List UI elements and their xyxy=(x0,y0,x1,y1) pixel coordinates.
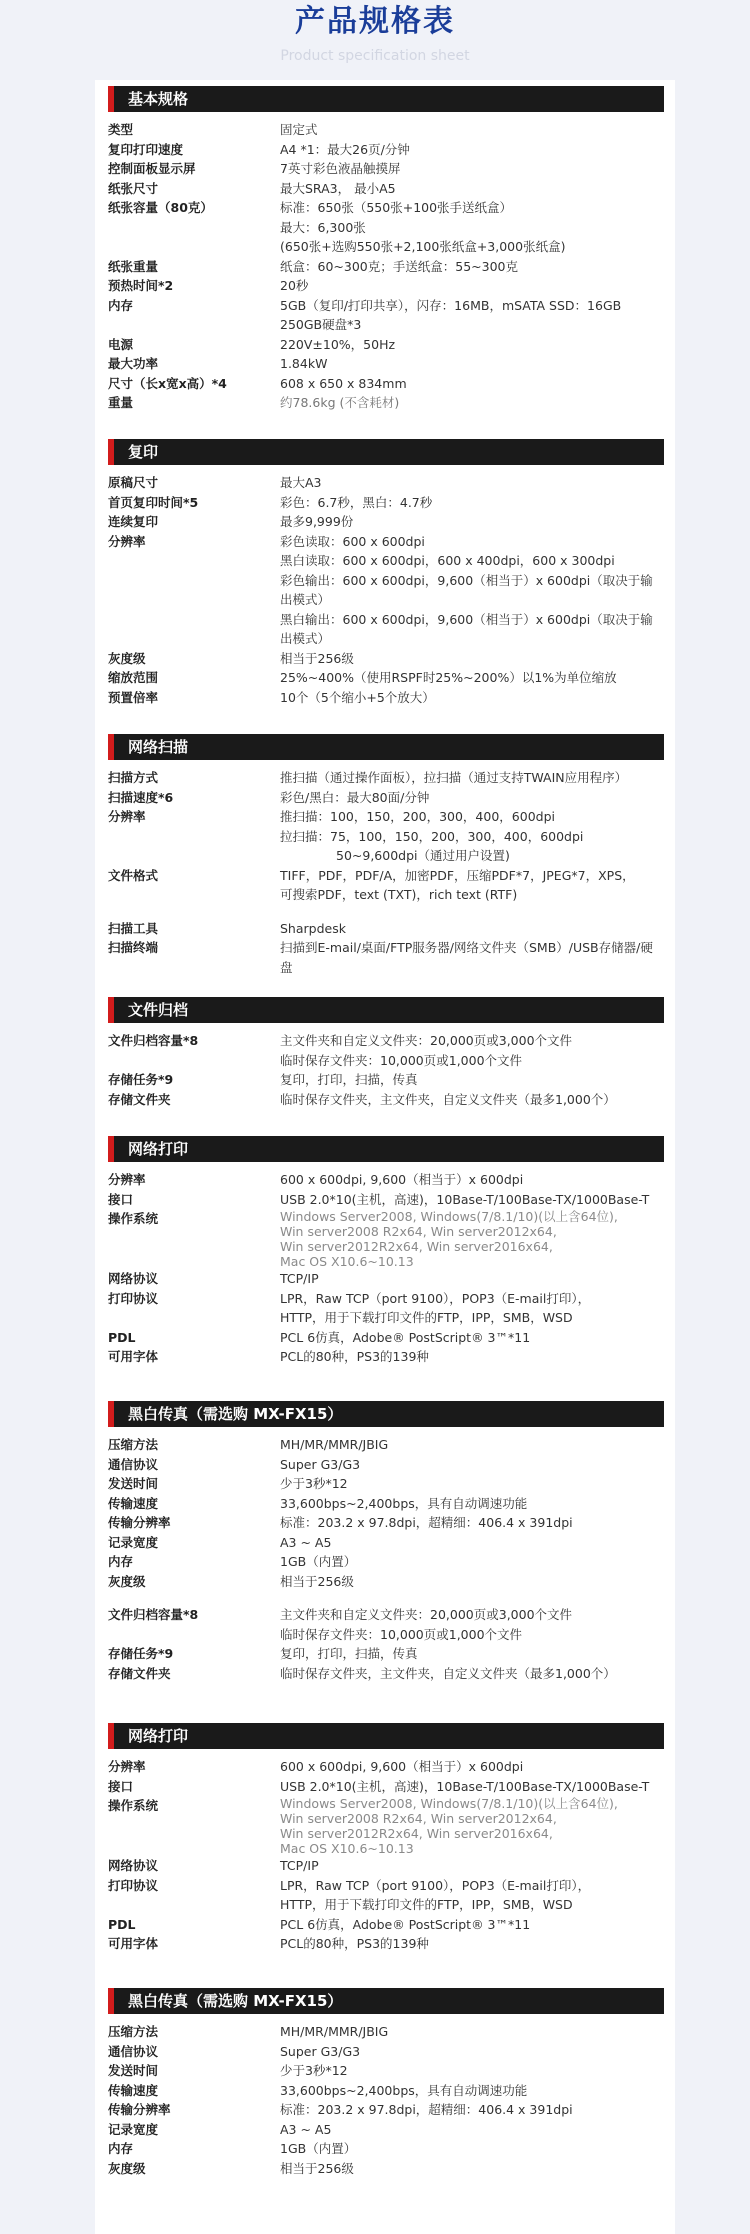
spec-row xyxy=(108,257,664,277)
spec-label: 传输速度 xyxy=(108,1495,159,1511)
spec-label: 接口 xyxy=(108,1191,134,1207)
spec-label: PDL xyxy=(108,1916,136,1932)
spec-label: 纸张重量 xyxy=(108,258,159,274)
spec-value: 彩色读取：600 x 600dpi 黑白读取：600 x 600dpi，600 x 400dpi，600 x 300dpi 彩色输出：600 x 600dpi，9,600（相当于）x 600dpi（取决于输出模式） 黑白输出：600 x 600dpi，9,600（相当于）x 600dpi（取决于输出模式） xyxy=(280,533,653,646)
spec-label: 传输分辨率 xyxy=(108,1515,171,1530)
spec-row xyxy=(108,493,664,513)
section-accent-bar xyxy=(108,734,114,760)
spec-row xyxy=(108,1757,664,1777)
spec-row xyxy=(108,1533,664,1553)
spec-label: 电源 xyxy=(108,336,134,352)
spec-row xyxy=(108,1644,664,1664)
spec-row xyxy=(108,374,664,394)
spec-value: USB 2.0*10(主机，高速)，10Base-T/100Base-TX/1000Base-T xyxy=(280,1191,650,1207)
section-title: 基本规格 xyxy=(128,90,189,108)
spec-value: PCL的80种，PS3的139种 xyxy=(280,1349,429,1364)
spec-row xyxy=(108,1209,664,1269)
spec-row xyxy=(108,2139,664,2159)
spec-row xyxy=(108,1915,664,1935)
spec-value: 临时保存文件夹，主文件夹，自定义文件夹（最多1,000个） xyxy=(280,1091,616,1107)
spec-row xyxy=(108,938,664,977)
spec-row xyxy=(108,1856,664,1876)
spec-label: 可用字体 xyxy=(108,1349,159,1364)
spec-label: 文件格式 xyxy=(108,867,159,883)
spec-label: 传输分辨率 xyxy=(108,2102,171,2117)
section-header xyxy=(108,1723,664,1749)
spec-row xyxy=(108,159,664,179)
spec-value: 33,600bps~2,400bps，具有自动调速功能 xyxy=(280,1495,528,1511)
spec-value: 1GB（内置） xyxy=(280,2141,357,2156)
spec-label: 预置倍率 xyxy=(108,689,159,705)
spec-row xyxy=(108,2061,664,2081)
spec-value: 1GB（内置） xyxy=(280,1554,357,1569)
spec-label: 分辨率 xyxy=(108,809,146,824)
spec-row xyxy=(108,2100,664,2120)
spec-label: 连续复印 xyxy=(108,514,159,529)
section-accent-bar xyxy=(108,1401,114,1427)
spec-label: 操作系统 xyxy=(108,1211,159,1226)
spec-label: 重量 xyxy=(108,395,134,410)
spec-value: 标准：203.2 x 97.8dpi，超精细：406.4 x 391dpi xyxy=(280,1515,573,1530)
spec-label: 文件归档容量*8 xyxy=(108,1033,199,1048)
spec-value: 600 x 600dpi, 9,600（相当于）x 600dpi xyxy=(280,1172,524,1187)
spec-value: A4 *1：最大26页/分钟 xyxy=(280,141,410,157)
spec-value: LPR，Raw TCP（port 9100），POP3（E-mail打印）， HTTP，用于下载打印文件的FTP，IPP，SMB，WSD xyxy=(280,1290,591,1325)
section-basic xyxy=(108,86,664,413)
spec-label: 分辨率 xyxy=(108,533,146,549)
spec-row xyxy=(108,1170,664,1190)
spec-value: 临时保存文件夹，主文件夹，自定义文件夹（最多1,000个） xyxy=(280,1665,616,1681)
spec-row xyxy=(108,866,664,905)
spec-row xyxy=(108,354,664,374)
spec-label: 打印协议 xyxy=(108,1877,159,1893)
spec-label: 首页复印时间*5 xyxy=(108,494,199,510)
section-copy xyxy=(108,439,664,707)
spec-value: 彩色/黑白：最大80面/分钟 xyxy=(280,789,430,805)
spec-label: 缩放范围 xyxy=(108,670,159,685)
section-header xyxy=(108,997,664,1023)
section-header xyxy=(108,1401,664,1427)
spec-label: 文件归档容量*8 xyxy=(108,1607,199,1622)
spec-row xyxy=(108,1934,664,1954)
spec-value: 33,600bps~2,400bps，具有自动调速功能 xyxy=(280,2082,528,2098)
spec-row xyxy=(108,1664,664,1684)
spec-label: 复印打印速度 xyxy=(108,141,184,157)
spec-label: 存储任务*9 xyxy=(108,1072,174,1087)
spec-row xyxy=(108,649,664,669)
spec-row xyxy=(108,140,664,160)
spec-value: 扫描到E-mail/桌面/FTP服务器/网络文件夹（SMB）/USB存储器/硬盘 xyxy=(280,940,653,975)
spec-row xyxy=(108,1070,664,1090)
spec-value: 复印，打印，扫描，传真 xyxy=(280,1646,418,1661)
spec-value: 最大SRA3， 最小A5 xyxy=(280,180,396,196)
spec-row xyxy=(108,198,664,257)
section-title: 复印 xyxy=(128,443,159,461)
spec-label: 扫描方式 xyxy=(108,770,159,785)
section-filing xyxy=(108,997,664,1109)
spec-value: 600 x 600dpi, 9,600（相当于）x 600dpi xyxy=(280,1759,524,1774)
spec-label: 压缩方法 xyxy=(108,1437,159,1452)
spec-label: 扫描速度*6 xyxy=(108,789,174,805)
spec-label: 可用字体 xyxy=(108,1936,159,1951)
spec-value: Super G3/G3 xyxy=(280,1456,361,1472)
section-accent-bar xyxy=(108,1988,114,2014)
spec-value: 推扫描（通过操作面板），拉扫描（通过支持TWAIN应用程序） xyxy=(280,770,628,785)
spec-label: 扫描工具 xyxy=(108,920,159,936)
spec-label: 网络协议 xyxy=(108,1858,159,1873)
spec-label: 记录宽度 xyxy=(108,2121,159,2137)
spec-value: 标准：650张（550张+100张手送纸盒） 最大：6,300张 (650张+选购550张+2,100张纸盒+3,000张纸盒) xyxy=(280,200,566,254)
section-title: 网络打印 xyxy=(128,1727,189,1745)
spec-row xyxy=(108,276,664,296)
spec-row xyxy=(108,2120,664,2140)
spec-value: 220V±10%，50Hz xyxy=(280,336,396,352)
spec-value: 5GB（复印/打印共享），闪存：16MB，mSATA SSD：16GB 250GB硬盘*3 xyxy=(280,297,622,332)
spec-value: 约78.6kg (不含耗材) xyxy=(280,395,400,410)
spec-label: 传输速度 xyxy=(108,2082,159,2098)
spec-label: 最大功率 xyxy=(108,356,159,371)
spec-row xyxy=(108,296,664,335)
spec-row xyxy=(108,1269,664,1289)
spec-value: 推扫描：100，150，200，300，400，600dpi 拉扫描：75，100，150，200，300，400，600dpi 50~9,600dpi（通过用户设置) xyxy=(280,809,584,863)
spec-value: LPR，Raw TCP（port 9100），POP3（E-mail打印）， HTTP，用于下载打印文件的FTP，IPP，SMB，WSD xyxy=(280,1877,591,1912)
spec-value: USB 2.0*10(主机，高速)，10Base-T/100Base-TX/1000Base-T xyxy=(280,1778,650,1794)
section-header xyxy=(108,734,664,760)
spec-row xyxy=(108,179,664,199)
spec-value: 相当于256级 xyxy=(280,1573,354,1589)
section-title: 网络扫描 xyxy=(128,738,189,756)
spec-row xyxy=(108,807,664,866)
spec-label: 打印协议 xyxy=(108,1290,159,1306)
section-print-1 xyxy=(108,1136,664,1367)
spec-value: 7英寸彩色液晶触摸屏 xyxy=(280,161,401,176)
spec-label: 分辨率 xyxy=(108,1759,146,1774)
spec-label: 网络协议 xyxy=(108,1271,159,1286)
spec-label: 存储文件夹 xyxy=(108,1665,171,1681)
spec-label: 类型 xyxy=(108,122,134,137)
spec-label: 发送时间 xyxy=(108,1476,159,1491)
spec-value: 主文件夹和自定义文件夹：20,000页或3,000个文件 临时保存文件夹：10,000页或1,000个文件 xyxy=(280,1607,573,1642)
spec-value: TIFF，PDF，PDF/A，加密PDF，压缩PDF*7，JPEG*7，XPS， 可搜索PDF，text (TXT)，rich text (RTF) xyxy=(280,867,635,902)
spec-value: 20秒 xyxy=(280,278,309,293)
spec-value: Windows Server2008, Windows(7/8.1/10)(以上含64位), Win server2008 R2x64, Win server2012x64, Win server2012R2x64, Win server2016x64, Mac OS X10.6~10.13 xyxy=(280,1796,618,1856)
section-title: 文件归档 xyxy=(128,1001,189,1019)
spec-label: PDL xyxy=(108,1329,136,1345)
spec-label: 压缩方法 xyxy=(108,2024,159,2039)
spec-label: 存储任务*9 xyxy=(108,1646,174,1661)
spec-label: 内存 xyxy=(108,297,134,313)
spec-row xyxy=(108,768,664,788)
spec-row xyxy=(108,668,664,688)
page-title: 产品规格表 xyxy=(295,4,455,39)
spec-row xyxy=(108,1572,664,1592)
spec-label: 扫描终端 xyxy=(108,940,159,955)
spec-row xyxy=(108,2159,664,2179)
spec-row xyxy=(108,393,664,413)
spec-label: 存储文件夹 xyxy=(108,1091,171,1107)
spec-label: 原稿尺寸 xyxy=(108,475,159,490)
section-fax-1 xyxy=(108,1401,664,1683)
spec-value: 纸盒：60~300克；手送纸盒：55~300克 xyxy=(280,258,518,274)
section-header xyxy=(108,86,664,112)
spec-value: 1.84kW xyxy=(280,356,328,371)
page-subtitle: Product specification sheet xyxy=(280,48,470,64)
spec-value: Sharpdesk xyxy=(280,920,346,936)
spec-value: MH/MR/MMR/JBIG xyxy=(280,2024,389,2039)
spec-value: TCP/IP xyxy=(280,1858,319,1873)
spec-value: PCL 6仿真，Adobe® PostScript® 3™*11 xyxy=(280,1329,531,1345)
section-scan xyxy=(108,734,664,977)
spec-value: 少于3秒*12 xyxy=(280,2063,348,2078)
spec-label: 纸张尺寸 xyxy=(108,180,159,196)
section-header xyxy=(108,1136,664,1162)
section-title: 黑白传真（需选购 MX-FX15） xyxy=(128,1405,343,1423)
spec-row xyxy=(108,1513,664,1533)
section-fax-2 xyxy=(108,1988,664,2178)
spec-value: 相当于256级 xyxy=(280,650,354,666)
spec-row xyxy=(108,919,664,939)
spec-value: PCL 6仿真，Adobe® PostScript® 3™*11 xyxy=(280,1916,531,1932)
spec-row xyxy=(108,1605,664,1644)
spec-value: 复印，打印，扫描，传真 xyxy=(280,1072,418,1087)
spec-label: 内存 xyxy=(108,1554,134,1569)
section-accent-bar xyxy=(108,997,114,1023)
spec-label: 分辨率 xyxy=(108,1172,146,1187)
spec-value: A3 ~ A5 xyxy=(280,1534,332,1550)
spec-row xyxy=(108,1289,664,1328)
spec-value: A3 ~ A5 xyxy=(280,2121,332,2137)
section-header xyxy=(108,439,664,465)
spec-value: 608 x 650 x 834mm xyxy=(280,375,407,391)
spec-value: 主文件夹和自定义文件夹：20,000页或3,000个文件 临时保存文件夹：10,000页或1,000个文件 xyxy=(280,1033,573,1068)
spec-label: 灰度级 xyxy=(108,1573,146,1589)
spec-label: 操作系统 xyxy=(108,1798,159,1813)
section-accent-bar xyxy=(108,86,114,112)
spec-label: 内存 xyxy=(108,2141,134,2156)
spec-row xyxy=(108,1347,664,1367)
spec-label: 记录宽度 xyxy=(108,1534,159,1550)
section-accent-bar xyxy=(108,1136,114,1162)
spec-row xyxy=(108,1090,664,1110)
spec-row xyxy=(108,788,664,808)
spec-value: PCL的80种，PS3的139种 xyxy=(280,1936,429,1951)
spec-row xyxy=(108,2042,664,2062)
spec-row xyxy=(108,1474,664,1494)
spec-value: 10个（5个缩小+5个放大） xyxy=(280,689,435,705)
spec-label: 尺寸（长x宽x高）*4 xyxy=(108,375,227,391)
section-header xyxy=(108,1988,664,2014)
spec-label: 通信协议 xyxy=(108,1456,159,1472)
spec-value: 相当于256级 xyxy=(280,2160,354,2176)
spec-row xyxy=(108,473,664,493)
section-accent-bar xyxy=(108,1723,114,1749)
section-print-2 xyxy=(108,1723,664,1954)
spec-row xyxy=(108,1552,664,1572)
spec-row xyxy=(108,1494,664,1514)
spec-row xyxy=(108,1435,664,1455)
spec-label: 纸张容量（80克） xyxy=(108,200,213,215)
spec-label: 控制面板显示屏 xyxy=(108,161,196,176)
section-title: 黑白传真（需选购 MX-FX15） xyxy=(128,1992,343,2010)
spec-row xyxy=(108,2081,664,2101)
spec-label: 发送时间 xyxy=(108,2063,159,2078)
spec-row xyxy=(108,688,664,708)
spec-label: 预热时间*2 xyxy=(108,278,174,293)
spec-row xyxy=(108,1455,664,1475)
spec-value: Super G3/G3 xyxy=(280,2043,361,2059)
spec-row xyxy=(108,1796,664,1856)
section-accent-bar xyxy=(108,439,114,465)
spec-value: Windows Server2008, Windows(7/8.1/10)(以上含64位), Win server2008 R2x64, Win server2012x64, Win server2012R2x64, Win server2016x64, Mac OS X10.6~10.13 xyxy=(280,1209,618,1269)
spec-value: 彩色：6.7秒，黑白：4.7秒 xyxy=(280,494,433,510)
spec-value: 最大A3 xyxy=(280,475,322,490)
spec-row xyxy=(108,1328,664,1348)
spec-value: 最多9,999份 xyxy=(280,514,354,529)
spec-row xyxy=(108,1876,664,1915)
spec-row xyxy=(108,120,664,140)
spec-value: 25%~400%（使用RSPF时25%~200%）以1%为单位缩放 xyxy=(280,670,617,685)
spec-value: MH/MR/MMR/JBIG xyxy=(280,1437,389,1452)
spec-label: 通信协议 xyxy=(108,2043,159,2059)
spec-label: 灰度级 xyxy=(108,2160,146,2176)
page-header xyxy=(0,0,750,78)
spec-value: 少于3秒*12 xyxy=(280,1476,348,1491)
section-title: 网络打印 xyxy=(128,1140,189,1158)
spec-row xyxy=(108,335,664,355)
spec-value: TCP/IP xyxy=(280,1271,319,1286)
spec-row xyxy=(108,1777,664,1797)
spec-row xyxy=(108,1190,664,1210)
spec-label: 接口 xyxy=(108,1778,134,1794)
spec-row xyxy=(108,1031,664,1070)
spec-row xyxy=(108,532,664,649)
spec-row xyxy=(108,2022,664,2042)
spec-row xyxy=(108,512,664,532)
spec-value: 固定式 xyxy=(280,122,318,137)
spec-label: 灰度级 xyxy=(108,650,146,666)
spec-value: 标准：203.2 x 97.8dpi，超精细：406.4 x 391dpi xyxy=(280,2102,573,2117)
